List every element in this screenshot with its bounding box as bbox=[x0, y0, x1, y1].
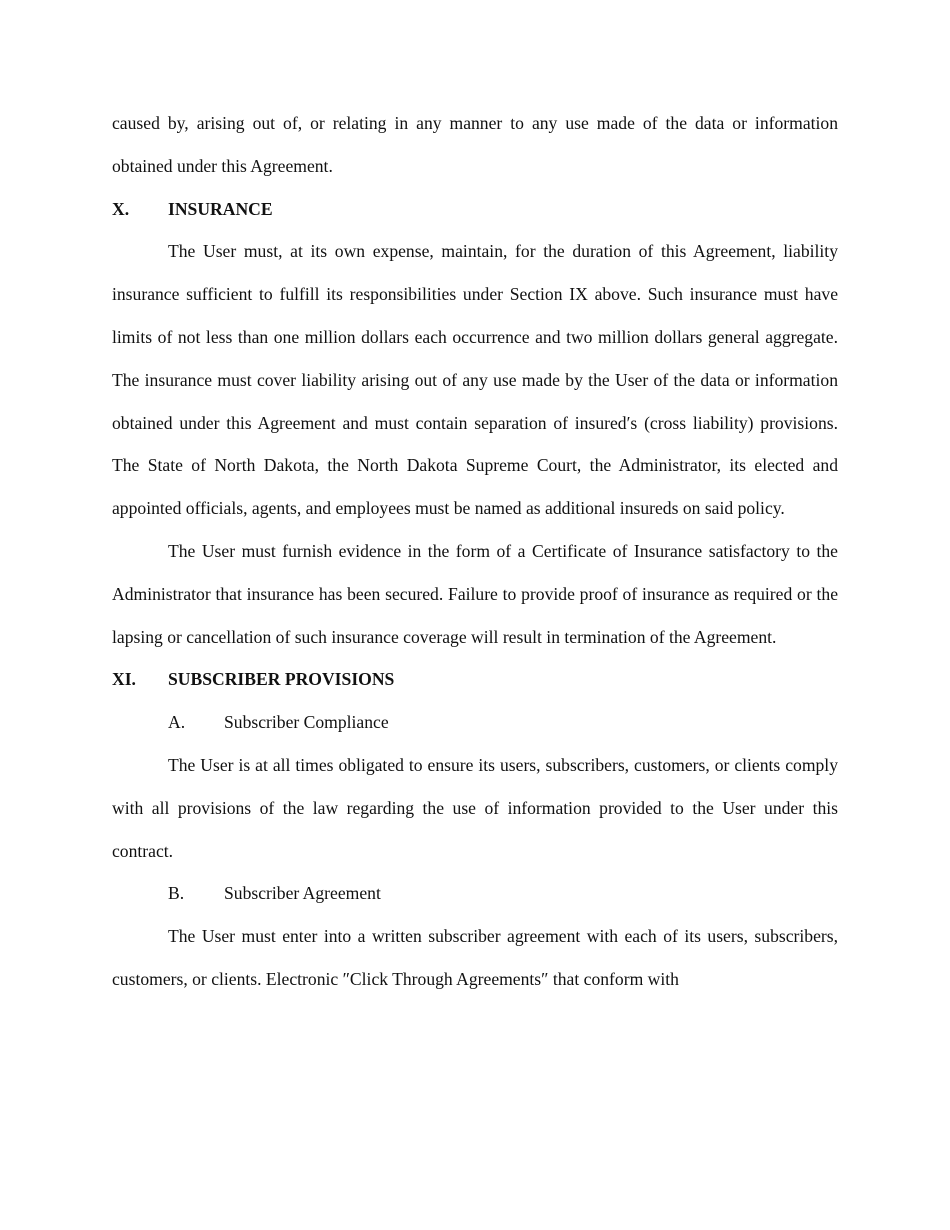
section-heading-insurance bbox=[112, 188, 838, 231]
section-number: X. bbox=[112, 198, 130, 219]
subsection-letter: B. bbox=[168, 883, 185, 904]
subsection-title: Subscriber Agreement bbox=[224, 883, 381, 904]
subsection-title: Subscriber Compliance bbox=[224, 712, 389, 733]
document-page bbox=[112, 102, 838, 1001]
section-number: XI. bbox=[112, 669, 136, 690]
subscriber-compliance-paragraph: The User is at all times obligated to ensure its users, subscribers, customers, or clients comply with all provisions of the law regarding the use of information provided to the User under this contract. bbox=[112, 754, 838, 861]
subscriber-agreement-paragraph: The User must enter into a written subscriber agreement with each of its users, subscribers, customers, or clients. Electronic ″Click Through Agreements″ that conform with bbox=[112, 926, 838, 989]
section-heading-subscriber-provisions bbox=[112, 658, 838, 701]
continuation-paragraph: caused by, arising out of, or relating in any manner to any use made of the data or information obtained under this Agreement. bbox=[112, 113, 838, 176]
section-title: SUBSCRIBER PROVISIONS bbox=[168, 669, 395, 690]
insurance-paragraph-1: The User must, at its own expense, maintain, for the duration of this Agreement, liability insurance sufficient to fulfill its responsibilities under Section IX above. Such insurance must have limits of not less than one million dollars each occurrence and two million dollars general aggregate. The insurance must cover liability arising out of any use made by the User of the data or information obtained under this Agreement and must contain separation of insured′s (cross liability) provisions. The State of North Dakota, the North Dakota Supreme Court, the Administrator, its elected and appointed officials, agents, and employees must be named as additional insureds on said policy. bbox=[112, 241, 838, 519]
subsection-heading-subscriber-agreement bbox=[112, 872, 838, 915]
section-title: INSURANCE bbox=[168, 198, 273, 219]
subsection-letter: A. bbox=[168, 712, 186, 733]
subsection-heading-subscriber-compliance bbox=[112, 701, 838, 744]
insurance-paragraph-2: The User must furnish evidence in the form of a Certificate of Insurance satisfactory to the Administrator that insurance has been secured. Failure to provide proof of insurance as required or the lapsing or cancellation of such insurance coverage will result in termination of the Agreement. bbox=[112, 540, 838, 647]
